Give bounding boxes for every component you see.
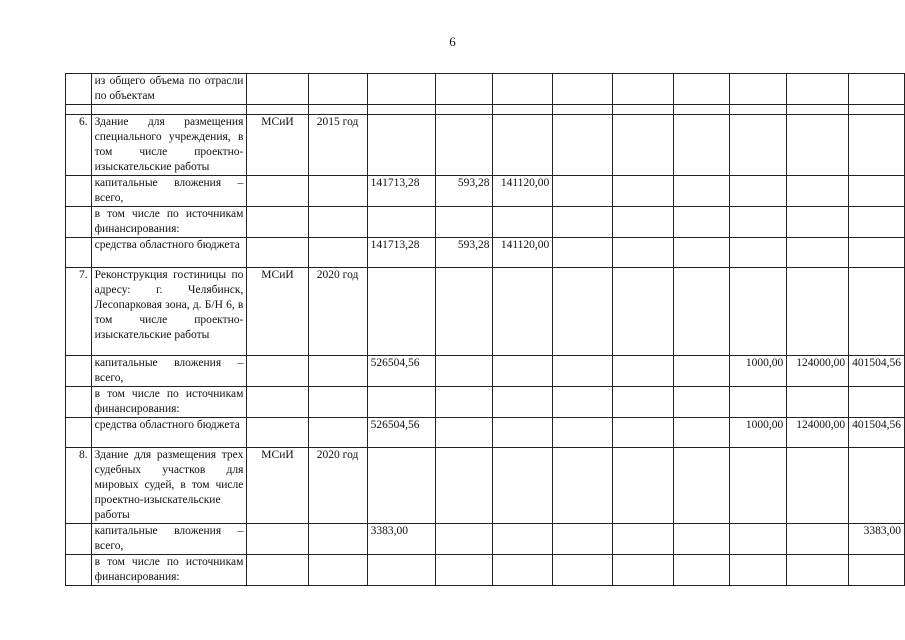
item-name: Реконструкция гостиницы по адресу: г. Челябинск, Лесопарковая зона, д. Б/Н 6, в том числе проектно-изыскательские работы xyxy=(91,268,247,356)
value-cell xyxy=(613,115,673,176)
responsible-org xyxy=(247,387,308,418)
responsible-org xyxy=(247,524,308,555)
completion-year xyxy=(308,555,367,586)
completion-year xyxy=(308,387,367,418)
value-cell xyxy=(729,524,787,555)
responsible-org: МСиИ xyxy=(247,268,308,356)
value-cell xyxy=(436,105,493,115)
value-cell xyxy=(553,356,613,387)
value-cell xyxy=(787,524,849,555)
value-cell xyxy=(367,448,436,524)
value-cell xyxy=(729,207,787,238)
item-name: капитальные вложения – всего, xyxy=(91,176,247,207)
value-cell xyxy=(673,448,729,524)
value-cell xyxy=(367,115,436,176)
row-number: 7. xyxy=(66,268,92,356)
value-cell xyxy=(849,115,905,176)
value-cell xyxy=(613,238,673,268)
value-cell xyxy=(849,448,905,524)
value-cell xyxy=(493,105,553,115)
value-cell xyxy=(367,105,436,115)
table-row xyxy=(66,387,905,418)
value-cell xyxy=(613,105,673,115)
table-row xyxy=(66,524,905,555)
table-row xyxy=(66,74,905,105)
value-cell xyxy=(436,356,493,387)
value-cell xyxy=(493,524,553,555)
value-cell: 141713,28 xyxy=(367,238,436,268)
value-cell: 141120,00 xyxy=(493,238,553,268)
value-cell xyxy=(436,387,493,418)
value-cell xyxy=(849,238,905,268)
value-cell xyxy=(493,268,553,356)
object-row xyxy=(66,268,905,356)
responsible-org: МСиИ xyxy=(247,448,308,524)
value-cell xyxy=(673,418,729,448)
value-cell xyxy=(613,387,673,418)
value-cell xyxy=(613,524,673,555)
table-row xyxy=(66,238,905,268)
value-cell xyxy=(729,448,787,524)
value-cell xyxy=(367,387,436,418)
value-cell: 401504,56 xyxy=(849,356,905,387)
value-cell xyxy=(553,555,613,586)
value-cell xyxy=(673,387,729,418)
value-cell xyxy=(673,268,729,356)
item-name: Здание для размещения трех судебных участков для мировых судей, в том числе проектно-изыскательские работы xyxy=(91,448,247,524)
value-cell xyxy=(553,387,613,418)
table-row xyxy=(66,207,905,238)
value-cell xyxy=(787,448,849,524)
item-name xyxy=(91,105,247,115)
value-cell xyxy=(613,74,673,105)
value-cell xyxy=(729,105,787,115)
responsible-org: МСиИ xyxy=(247,115,308,176)
value-cell xyxy=(673,555,729,586)
value-cell xyxy=(729,74,787,105)
value-cell xyxy=(436,448,493,524)
value-cell: 593,28 xyxy=(436,238,493,268)
value-cell xyxy=(729,268,787,356)
object-row xyxy=(66,448,905,524)
item-name: средства областного бюджета xyxy=(91,238,247,268)
completion-year xyxy=(308,74,367,105)
value-cell xyxy=(673,74,729,105)
value-cell xyxy=(787,105,849,115)
responsible-org xyxy=(247,176,308,207)
completion-year: 2020 год xyxy=(308,448,367,524)
item-name: капитальные вложения – всего, xyxy=(91,524,247,555)
value-cell xyxy=(729,555,787,586)
value-cell xyxy=(367,74,436,105)
responsible-org xyxy=(247,418,308,448)
value-cell xyxy=(849,387,905,418)
value-cell xyxy=(613,176,673,207)
value-cell: 593,28 xyxy=(436,176,493,207)
completion-year xyxy=(308,418,367,448)
value-cell: 141120,00 xyxy=(493,176,553,207)
value-cell xyxy=(436,115,493,176)
value-cell xyxy=(787,207,849,238)
value-cell xyxy=(553,176,613,207)
value-cell xyxy=(787,387,849,418)
value-cell xyxy=(787,268,849,356)
completion-year xyxy=(308,524,367,555)
value-cell: 1000,00 xyxy=(729,418,787,448)
value-cell: 124000,00 xyxy=(787,418,849,448)
row-number xyxy=(66,555,92,586)
table-row xyxy=(66,555,905,586)
value-cell xyxy=(849,555,905,586)
value-cell xyxy=(553,268,613,356)
row-number xyxy=(66,176,92,207)
value-cell xyxy=(493,356,553,387)
item-name: из общего объема по отрасли по объектам xyxy=(91,74,247,105)
value-cell xyxy=(493,74,553,105)
value-cell xyxy=(673,105,729,115)
value-cell xyxy=(673,238,729,268)
object-row xyxy=(66,115,905,176)
value-cell xyxy=(613,418,673,448)
responsible-org xyxy=(247,207,308,238)
value-cell xyxy=(436,555,493,586)
value-cell: 526504,56 xyxy=(367,418,436,448)
value-cell xyxy=(493,115,553,176)
completion-year xyxy=(308,238,367,268)
value-cell xyxy=(849,268,905,356)
value-cell xyxy=(673,524,729,555)
value-cell xyxy=(367,555,436,586)
value-cell xyxy=(673,207,729,238)
value-cell xyxy=(553,524,613,555)
value-cell: 3383,00 xyxy=(849,524,905,555)
responsible-org xyxy=(247,356,308,387)
item-name: в том числе по источникам финансирования: xyxy=(91,387,247,418)
value-cell xyxy=(493,555,553,586)
value-cell xyxy=(553,105,613,115)
value-cell xyxy=(493,418,553,448)
value-cell xyxy=(787,74,849,105)
value-cell xyxy=(787,555,849,586)
item-name: средства областного бюджета xyxy=(91,418,247,448)
value-cell xyxy=(436,524,493,555)
item-name: в том числе по источникам финансирования: xyxy=(91,555,247,586)
completion-year xyxy=(308,105,367,115)
value-cell: 124000,00 xyxy=(787,356,849,387)
value-cell xyxy=(436,418,493,448)
completion-year xyxy=(308,176,367,207)
row-number: 6. xyxy=(66,115,92,176)
value-cell xyxy=(729,387,787,418)
value-cell: 3383,00 xyxy=(367,524,436,555)
responsible-org xyxy=(247,555,308,586)
completion-year: 2020 год xyxy=(308,268,367,356)
page-number: 6 xyxy=(449,34,456,49)
row-number xyxy=(66,387,92,418)
value-cell xyxy=(553,418,613,448)
responsible-org xyxy=(247,105,308,115)
value-cell xyxy=(787,176,849,207)
value-cell xyxy=(493,387,553,418)
item-name: капитальные вложения – всего, xyxy=(91,356,247,387)
value-cell xyxy=(553,74,613,105)
row-number xyxy=(66,356,92,387)
item-name: в том числе по источникам финансирования: xyxy=(91,207,247,238)
value-cell xyxy=(613,448,673,524)
value-cell: 401504,56 xyxy=(849,418,905,448)
value-cell xyxy=(367,207,436,238)
value-cell xyxy=(673,115,729,176)
value-cell xyxy=(729,238,787,268)
completion-year xyxy=(308,207,367,238)
value-cell xyxy=(849,176,905,207)
value-cell xyxy=(849,105,905,115)
value-cell xyxy=(673,176,729,207)
value-cell xyxy=(613,268,673,356)
value-cell xyxy=(613,356,673,387)
value-cell xyxy=(436,74,493,105)
value-cell xyxy=(367,268,436,356)
value-cell: 526504,56 xyxy=(367,356,436,387)
value-cell xyxy=(553,448,613,524)
value-cell xyxy=(787,238,849,268)
value-cell xyxy=(849,74,905,105)
row-number xyxy=(66,207,92,238)
value-cell xyxy=(553,238,613,268)
value-cell xyxy=(613,555,673,586)
value-cell xyxy=(729,115,787,176)
value-cell xyxy=(787,115,849,176)
table-row xyxy=(66,418,905,448)
row-number xyxy=(66,524,92,555)
completion-year: 2015 год xyxy=(308,115,367,176)
value-cell xyxy=(729,176,787,207)
value-cell xyxy=(436,268,493,356)
value-cell xyxy=(493,448,553,524)
value-cell xyxy=(553,207,613,238)
row-number xyxy=(66,418,92,448)
table-row xyxy=(66,356,905,387)
separator-row xyxy=(66,105,905,115)
value-cell xyxy=(436,207,493,238)
item-name: Здание для размещения специального учреждения, в том числе проектно-изыскательские работы xyxy=(91,115,247,176)
value-cell xyxy=(553,115,613,176)
value-cell xyxy=(613,207,673,238)
value-cell xyxy=(849,207,905,238)
table-row xyxy=(66,176,905,207)
responsible-org xyxy=(247,74,308,105)
investment-table xyxy=(65,73,905,586)
responsible-org xyxy=(247,238,308,268)
row-number xyxy=(66,238,92,268)
completion-year xyxy=(308,356,367,387)
row-number xyxy=(66,105,92,115)
value-cell: 1000,00 xyxy=(729,356,787,387)
row-number: 8. xyxy=(66,448,92,524)
row-number xyxy=(66,74,92,105)
value-cell xyxy=(673,356,729,387)
value-cell: 141713,28 xyxy=(367,176,436,207)
value-cell xyxy=(493,207,553,238)
